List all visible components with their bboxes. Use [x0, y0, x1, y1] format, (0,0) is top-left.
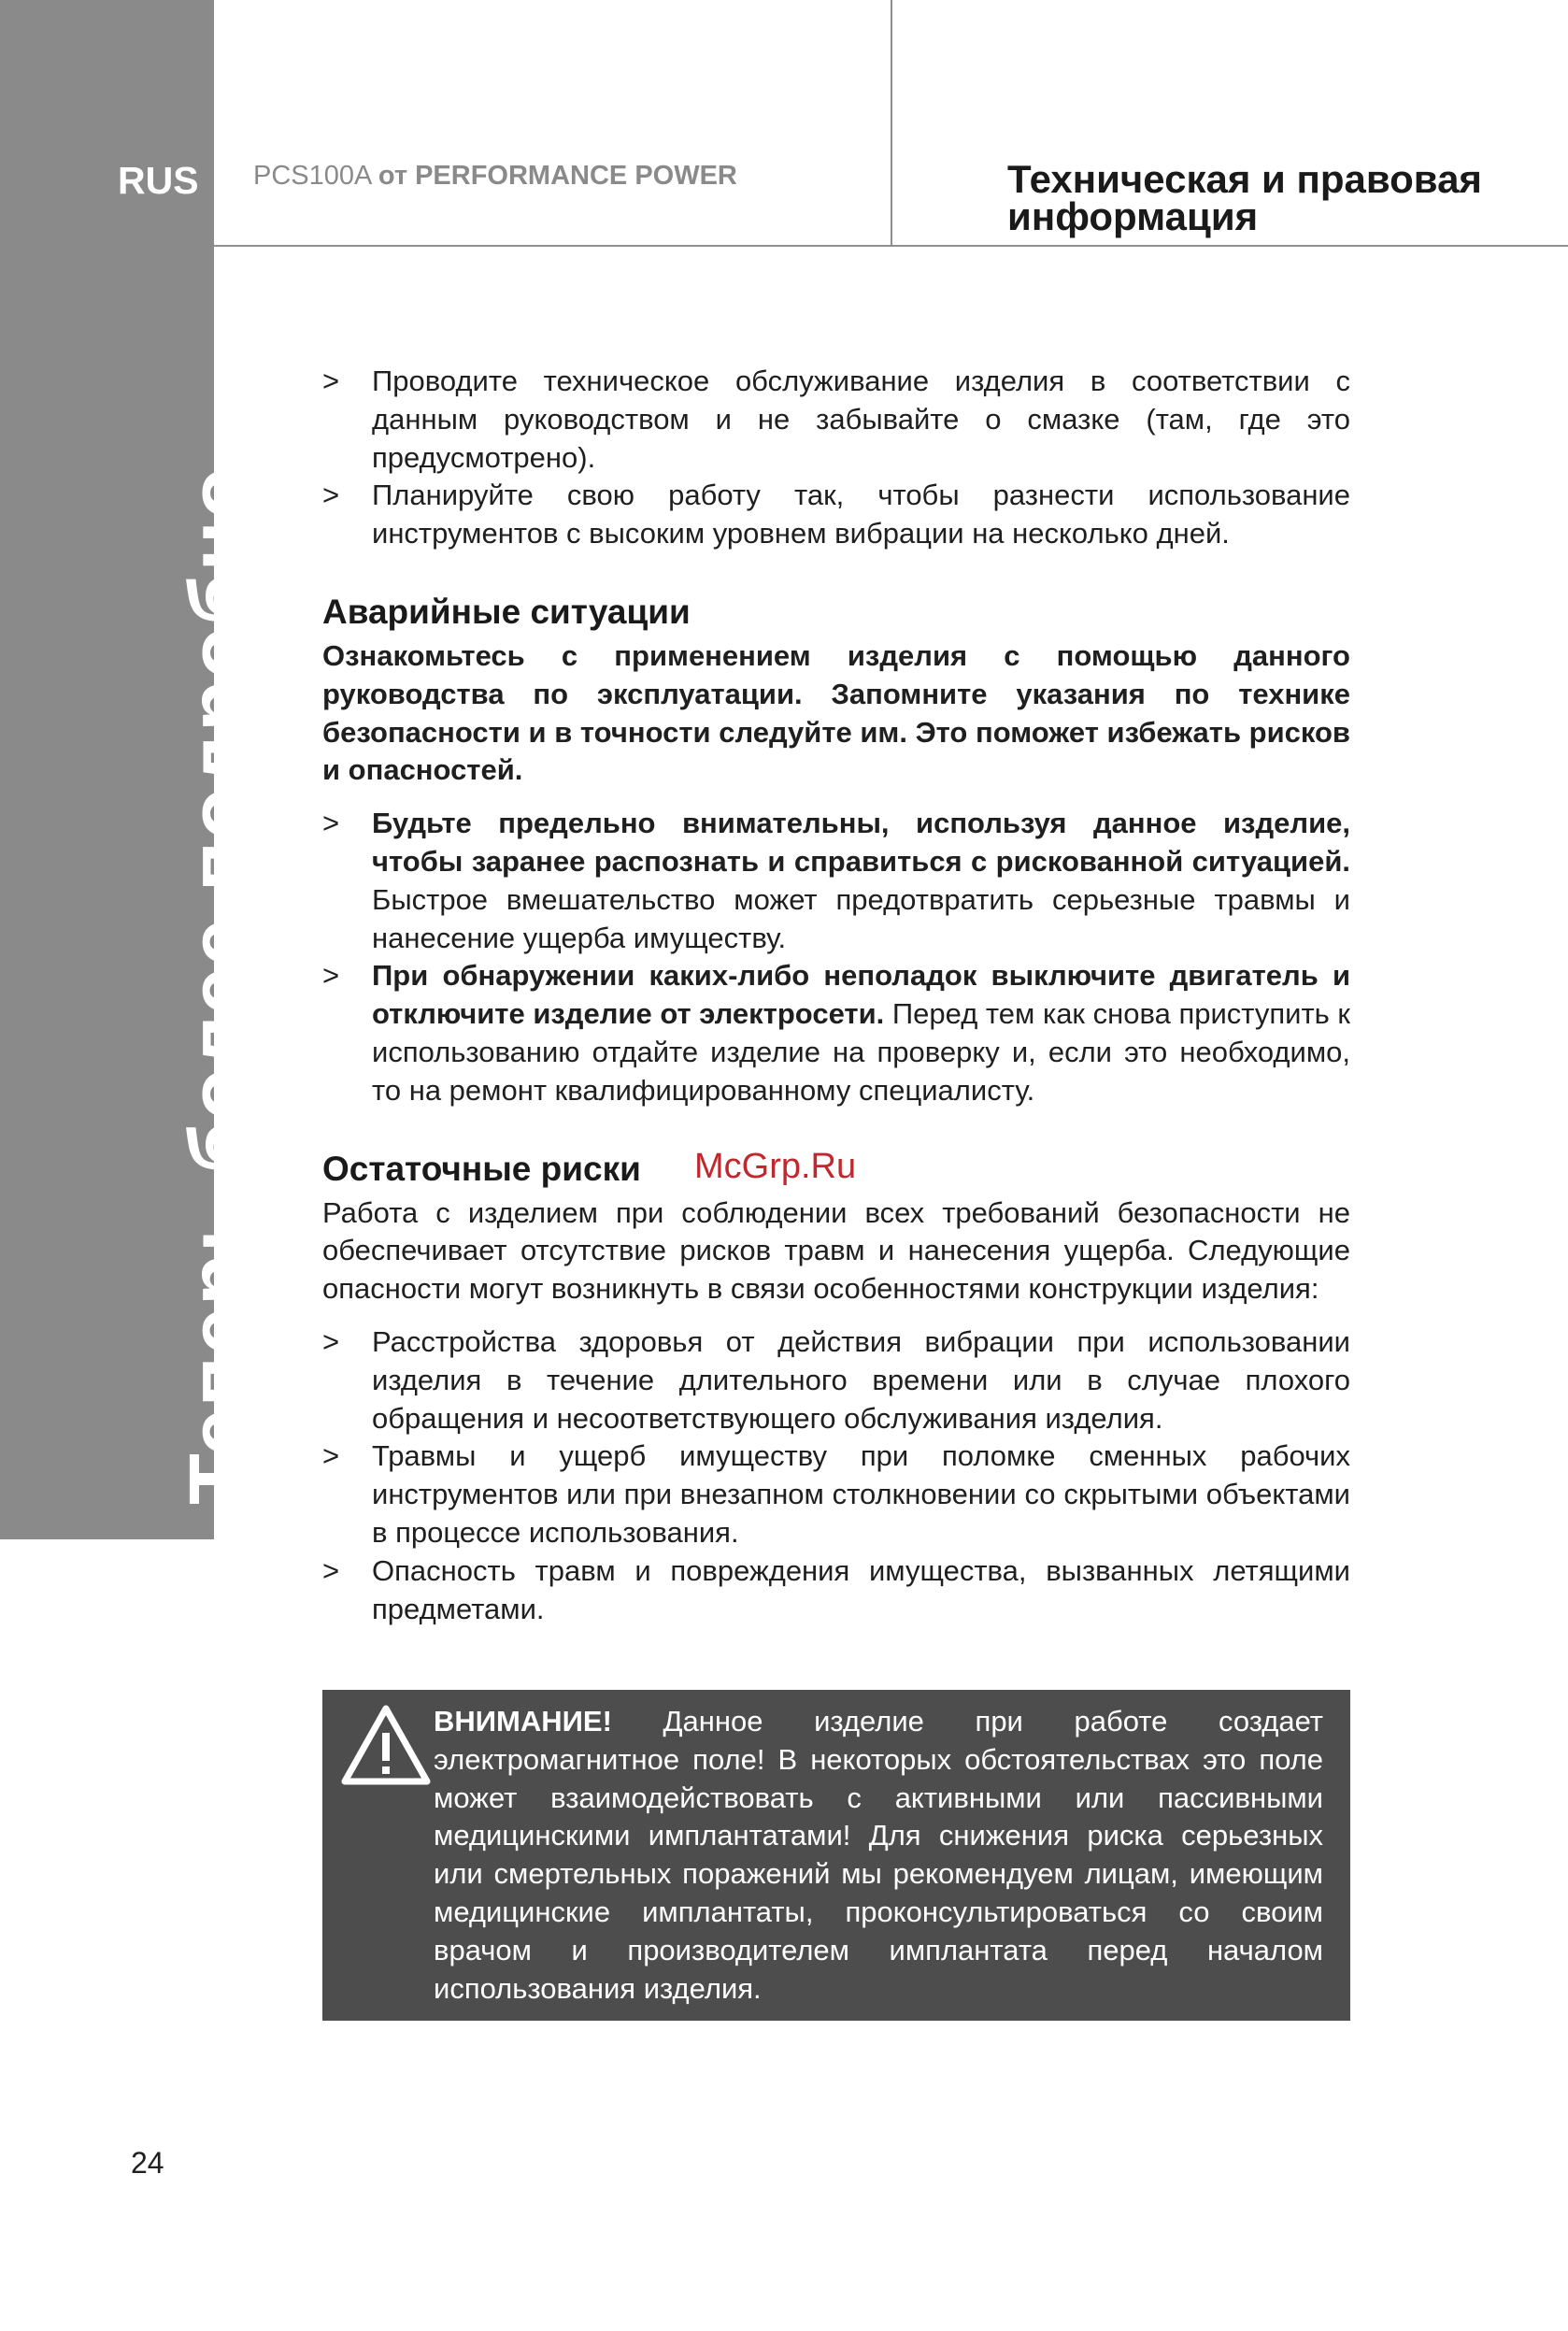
- emergency-bullets: [322, 805, 1350, 1109]
- bullet-text: Проводите техническое обслуживание изделия в соответствии с данным руководством и не забывайте о смазке (там, где это предусмотрено).: [372, 365, 1350, 474]
- list-item: [322, 957, 1350, 1109]
- list-item: [322, 477, 1350, 553]
- sidebar-band: [0, 0, 266, 1539]
- bullet-text: Расстройства здоровья от действия вибрации при использовании изделия в течение длительного времени или в случае плохого обращения и несоответствующего обслуживания изделия.: [372, 1324, 1350, 1435]
- bullet-marker: >: [322, 1439, 340, 1473]
- bullet-bold-text: Будьте предельно внимательны, используя данное изделие, чтобы заранее распознать и справиться с рискованной ситуацией.: [372, 807, 1350, 878]
- list-item: [322, 1437, 1350, 1552]
- header-divider-horizontal: [214, 245, 1568, 247]
- bullet-text: Перед тем как снова приступить к использованию отдайте изделие на проверку и, если это необходимо, то на ремонт квалифицированному специалисту.: [372, 997, 1350, 1107]
- residual-intro: Работа с изделием при соблюдении всех требований безопасности не обеспечивает отсутствие рисков травм и нанесения ущерба. Следующие опасности могут возникнуть в связи особенностями конструкции изделия:: [322, 1195, 1350, 1306]
- product-brand: PERFORMANCE POWER: [415, 161, 737, 191]
- bullet-marker: >: [322, 1324, 340, 1358]
- section-title: Техническая и правовая информация: [1007, 157, 1482, 238]
- main-content: [322, 363, 1350, 1628]
- bullet-text: Опасность травм и повреждения имущества, вызванных летящими предметами.: [372, 1553, 1350, 1625]
- bullet-marker: >: [322, 1553, 340, 1587]
- warning-text: [434, 1703, 1323, 2008]
- header-divider-vertical: [891, 0, 892, 247]
- list-item: [322, 805, 1350, 957]
- sidebar-vertical-title: Теперь более подробно...: [173, 390, 266, 1505]
- bullet-bold-text: При обнаружении каких-либо неполадок выключите двигатель и отключите изделие от электросети.: [372, 959, 1350, 1031]
- list-item: [322, 363, 1350, 477]
- residual-risks-heading: Остаточные риски: [322, 1149, 641, 1188]
- product-from: от: [378, 161, 408, 191]
- warning-label: ВНИМАНИЕ!: [434, 1705, 612, 1738]
- page-number: 24: [131, 2146, 164, 2180]
- bullet-marker: >: [322, 959, 340, 993]
- emergency-heading: Аварийные ситуации: [322, 592, 691, 631]
- list-item: [322, 1323, 1350, 1437]
- bullet-text: Планируйте свою работу так, чтобы разнести использование инструментов с высоким уровнем вибрации на несколько дней.: [372, 479, 1350, 551]
- product-name: [253, 161, 737, 192]
- bullet-marker: >: [322, 479, 340, 512]
- list-item: [322, 1552, 1350, 1629]
- bullet-text: Быстрое вмешательство может предотвратить серьезные травмы и нанесение ущерба имуществу.: [372, 882, 1350, 954]
- language-label: RUS: [118, 159, 199, 202]
- watermark: McGrp.Ru: [694, 1147, 857, 1186]
- warning-triangle-icon: [339, 1703, 433, 1789]
- bullet-marker: >: [322, 807, 340, 840]
- warning-body: Данное изделие при работе создает электромагнитное поле! В некоторых обстоятельствах это поле может взаимодействовать с активными или пассивными медицинскими имплантатами! Для снижения риска серьезных или смертельных поражений мы рекомендуем лицам, имеющим медицинские имплантаты, проконсультироваться со своим врачом и производителем имплантата перед началом использования изделия.: [434, 1705, 1323, 2005]
- bullet-text: Травмы и ущерб имуществу при поломке сменных рабочих инструментов или при внезапном столкновении со скрытыми объектами в процессе использования.: [372, 1439, 1350, 1549]
- intro-bullets: [322, 363, 1350, 553]
- emergency-intro: Ознакомьтесь с применением изделия с помощью данного руководства по эксплуатации. Запомните указания по технике безопасности и в точности следуйте им. Это поможет избежать рисков и опасностей.: [322, 638, 1350, 787]
- bullet-marker: >: [322, 365, 340, 397]
- product-model: PCS100A: [253, 161, 371, 191]
- warning-box: [322, 1690, 1350, 2021]
- residual-bullets: [322, 1323, 1350, 1628]
